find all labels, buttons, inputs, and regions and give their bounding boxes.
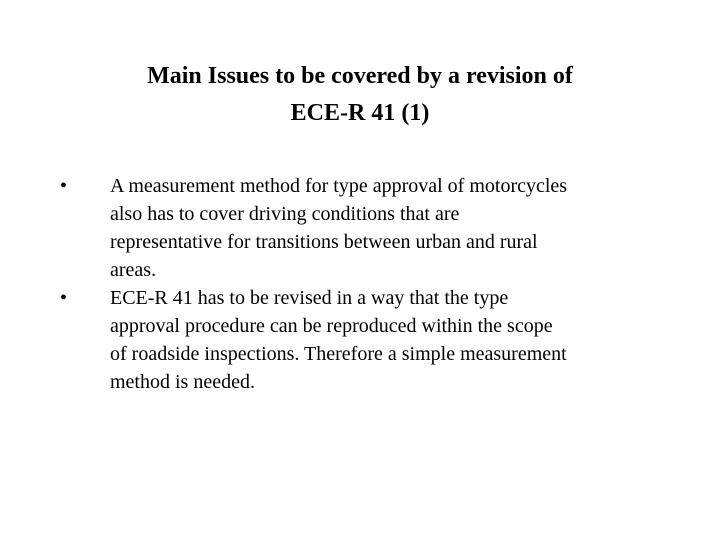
bullet-1-line-4: areas. bbox=[110, 259, 157, 281]
bullet-1-line-1: A measurement method for type approval of motorcycles bbox=[110, 175, 568, 197]
bullet-dot-icon: • bbox=[60, 287, 68, 309]
slide-title-line-1: Main Issues to be covered by a revision of bbox=[147, 63, 573, 89]
bullet-text-1 bbox=[110, 172, 670, 284]
bullet-dot-icon: • bbox=[60, 175, 68, 197]
bullet-item-2 bbox=[0, 284, 720, 396]
bullet-2-line-1: ECE-R 41 has to be revised in a way that the type bbox=[110, 287, 509, 309]
bullet-2-line-4: method is needed. bbox=[110, 371, 255, 393]
slide-title-line-2: ECE-R 41 (1) bbox=[290, 100, 430, 126]
bullet-2-line-3: of roadside inspections. Therefore a simple measurement bbox=[110, 343, 567, 365]
bullet-text-2 bbox=[110, 284, 670, 396]
slide-title bbox=[60, 58, 660, 132]
bullet-2-line-2: approval procedure can be reproduced within the scope bbox=[110, 315, 553, 337]
bullet-1-line-2: also has to cover driving conditions that are bbox=[110, 203, 460, 225]
bullet-item-1 bbox=[0, 172, 720, 284]
bullet-1-line-3: representative for transitions between urban and rural bbox=[110, 231, 538, 253]
bullet-list bbox=[0, 172, 720, 396]
